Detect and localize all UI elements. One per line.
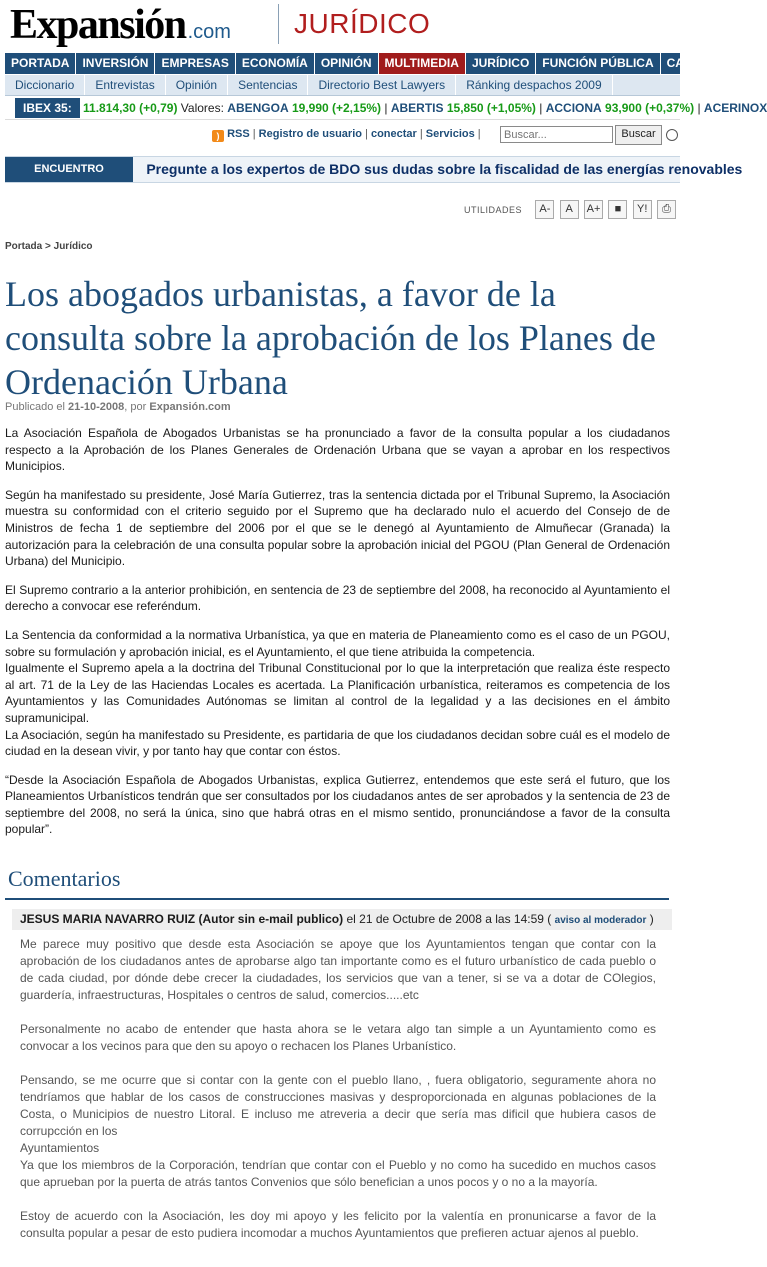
article-body: [5, 425, 670, 850]
article-paragraph: La Sentencia da conformidad a la normativa Urbanística, ya que en materia de Planeamiento como es el caso de un PGOU, sobre su formulación y aprobación inicial, es el Ayuntamiento, el que tiene atribuida la competencia.: [5, 627, 670, 659]
article-paragraph: Igualmente el Supremo apela a la doctrina del Tribunal Constitucional por lo que la interpretación que realiza éste respecto al art. 71 de la Ley de las Haciendas Locales es acertada. La Planificación urbanística, reiteramos es competencia de los Ayuntamientos y las Comunidades Autónomas se limitan al control de la legalidad y a las decisiones en el ámbito supramunicipal.: [5, 661, 670, 725]
subnav-opinion[interactable]: Opinión: [166, 75, 228, 95]
search-scope-radio[interactable]: [666, 129, 678, 141]
encuentro-banner[interactable]: [5, 156, 743, 183]
ticker-name[interactable]: ACERINOX: [703, 101, 767, 115]
article-paragraph: El Supremo contrario a la anterior prohibición, en sentencia de 23 de septiembre del 2008, ha reconocido al Ayuntamiento el derecho a convocar ese referéndum.: [5, 582, 670, 614]
stock-ticker: IBEX 35: 11.814,30 (+0,79) Valores: ABENGOA 19,990 (+2,15%) | ABERTIS 15,850 (+1,05%) | ACCIONA 93,900 (+0,37%) | ACERINOX: [5, 98, 680, 120]
comment-author: JESUS MARIA NAVARRO RUIZ (Autor sin e-mail publico): [20, 912, 344, 926]
print-icon[interactable]: ⎙: [657, 200, 676, 219]
paren-close: ): [649, 912, 654, 926]
rss-icon[interactable]: ): [212, 130, 224, 142]
breadcrumb-home[interactable]: Portada: [5, 241, 43, 252]
header-divider: [278, 4, 279, 44]
separator: |: [477, 128, 481, 140]
article-paragraph: “Desde la Asociación Española de Abogados Urbanistas, explica Gutierrez, entendemos que este será el futuro, que los Planeamientos Urbanísticos tendrán que ser consultados por los ciudadanos antes de ser aprobados y la sentencia de 23 de septiembre del 2008, no será la única, sino que habrá otras en el mismo sentido, pronunciándose a favor de la consulta popular”.: [5, 772, 670, 837]
logo-suffix: .com: [187, 21, 231, 43]
breadcrumb: [5, 241, 93, 252]
subnav-sentencias[interactable]: Sentencias: [228, 75, 308, 95]
font-normal-icon[interactable]: A: [560, 200, 579, 219]
separator: |: [365, 128, 368, 140]
ticker-value: 19,990 (+2,15%): [291, 101, 382, 115]
nav-funcion-publica[interactable]: FUNCIÓN PÚBLICA: [536, 53, 660, 74]
article-byline: [5, 401, 231, 413]
article-title: Los abogados urbanistas, a favor de la consulta sobre la aprobación de los Planes de Ordenación Urbana: [5, 274, 656, 402]
site-logo[interactable]: Expansión .com: [10, 2, 231, 48]
separator: |: [252, 128, 256, 140]
utility-bar: [212, 124, 680, 146]
ibex-label: IBEX 35:: [15, 98, 80, 118]
article-paragraph: Según ha manifestado su presidente, José María Gutierrez, tras la sentencia dictada por el Tribunal Supremo, la Asociación muestra su conformidad con el criterio seguido por el Supremo que ha declarado nulo el acuerdo del Consejo de de Ministros de fecha 1 de septiembre del 2006 por el que se le denegó al Ayuntamiento de Almuñecar (Granada) la autorización para la celebración de una consulta popular sobre la aprobación inicial del PGOU (Plan General de Ordenación Urbana) del Municipio.: [5, 487, 670, 569]
rss-link[interactable]: RSS: [227, 128, 250, 140]
nav-multimedia[interactable]: MULTIMEDIA: [379, 53, 466, 74]
font-decrease-icon[interactable]: A-: [535, 200, 554, 219]
site-header: [0, 0, 680, 52]
ticker-value: 15,850 (+1,05%): [446, 101, 536, 115]
ticker-name[interactable]: ABERTIS: [390, 101, 444, 115]
nav-catalunya[interactable]: CATALUNYA: [661, 53, 746, 74]
encuentro-tag: ENCUENTRO: [5, 157, 133, 182]
comment-date: el 21 de Octubre de 2008 a las 14:59: [346, 912, 544, 926]
comment-header: [12, 909, 672, 930]
subnav-directorio[interactable]: Directorio Best Lawyers: [308, 75, 456, 95]
nav-economia[interactable]: ECONOMÍA: [236, 53, 315, 74]
comments-title: Comentarios: [8, 866, 121, 891]
yahoo-icon[interactable]: Y!: [633, 200, 652, 219]
published-label: Publicado el: [5, 401, 65, 413]
subnav-diccionario[interactable]: Diccionario: [5, 75, 85, 95]
values-label: Valores:: [180, 101, 224, 115]
ticker-name[interactable]: ABENGOA: [227, 101, 289, 115]
nav-inversion[interactable]: INVERSIÓN: [76, 53, 155, 74]
article-author: Expansión.com: [149, 401, 231, 413]
services-link[interactable]: Servicios: [425, 128, 475, 140]
comment-paragraph: Ya que los miembros de la Corporación, tendrían que contar con el Pueblo y no como ha sucedido en muchos casos que aprueban por la puerta de atrás tantos Convenios que sólo benefician a unos pocos y o no a la mayoría.: [20, 1158, 656, 1189]
article-utilities: [464, 200, 676, 220]
comment-paragraph: Pensando, se me ocurre que si contar con la gente con el pueblo llano, , fuera obligatorio, seguramente ahora no tendríamos que hablar de los casos de construcciones masivas y desproporcionada en algunas poblaciones de la Costa, o Municipios de nuestro Litoral. E incluso me atreveria a decir que sería mas dificil que hubiera casos de corrupcción en los: [20, 1073, 656, 1138]
subnav-entrevistas[interactable]: Entrevistas: [85, 75, 165, 95]
publish-date: 21-10-2008: [68, 401, 125, 413]
breadcrumb-separator: >: [45, 241, 51, 252]
comment-paragraph: Personalmente no acabo de entender que hasta ahora se le vetara algo tan simple a un Ayuntamiento como es convocar a los vecinos para que den su apoyo o rechacen los Planes Urbanístico.: [20, 1022, 656, 1053]
ticker-name[interactable]: ACCIONA: [545, 101, 602, 115]
comment-paragraph: Me parece muy positivo que desde esta Asociación se apoye que los Ayuntamientos tengan que contar con la aprobación de los ciudadanos antes de aprobarse algo tan importante como es el futuro urbanístico de cada pueblo o de cada ciudad, por dónde debe crecer la ciudadades, los servicios que van a tener, si se va a dotar de COlegios, guardería, infraestructuras, Hospitales o centros de salud, comercios.....etc: [20, 937, 656, 1002]
nav-empresas[interactable]: EMPRESAS: [155, 53, 235, 74]
breadcrumb-current[interactable]: Jurídico: [53, 241, 93, 252]
encuentro-text[interactable]: Pregunte a los expertos de BDO sus dudas sobre la fiscalidad de las energías renovables: [146, 161, 743, 177]
nav-juridico[interactable]: JURÍDICO: [466, 53, 536, 74]
ticker-value: 93,900 (+0,37%): [605, 101, 695, 115]
ibex-value: 11.814,30 (+0,79): [83, 101, 178, 115]
nav-opinion[interactable]: OPINIÓN: [315, 53, 379, 74]
separator: |: [419, 128, 423, 140]
search-button[interactable]: Buscar: [615, 125, 662, 145]
subnav-ranking[interactable]: Ránking despachos 2009: [456, 75, 612, 95]
main-nav: [5, 53, 739, 74]
search-input[interactable]: [500, 126, 613, 143]
article-paragraph: La Asociación, según ha manifestado su Presidente, es partidaria de que los ciudadanos decidan sobre cuál es el modelo de ciudad en la desean vivir, y por tanto hay que contar con éstos.: [5, 727, 670, 759]
report-moderator-link[interactable]: aviso al moderador: [554, 915, 647, 926]
share-icon[interactable]: ■: [608, 200, 627, 219]
nav-portada[interactable]: PORTADA: [5, 53, 76, 74]
utilities-label: UTILIDADES: [464, 204, 523, 215]
comment-paragraph: Estoy de acuerdo con la Asociación, les doy mi apoyo y les felicito por la valentía en pronunicarse a favor de la consulta popular a pesar de esto pudiera incomodar a muchos Ayuntamientos que prefieren actuar ajenos al pueblo.: [20, 1209, 656, 1240]
comments-divider: [5, 898, 669, 900]
sub-nav: [5, 75, 680, 96]
comment-paragraph: Ayuntamientos: [20, 1141, 100, 1155]
paren-open: (: [547, 912, 552, 926]
comment-body: [20, 936, 656, 1259]
section-title[interactable]: JURÍDICO: [294, 8, 431, 39]
register-link[interactable]: Registro de usuario: [258, 128, 362, 140]
connect-link[interactable]: conectar: [370, 128, 417, 140]
font-increase-icon[interactable]: A+: [584, 200, 603, 219]
by-label: , por: [124, 401, 147, 413]
article-paragraph: La Asociación Española de Abogados Urbanistas se ha pronunciado a favor de la consulta popular a los ciudadanos respecto a la Aprobación de los Planes Generales de Ordenación Urbana que se vayan a aprobar en los respectivos Municipios.: [5, 426, 670, 474]
